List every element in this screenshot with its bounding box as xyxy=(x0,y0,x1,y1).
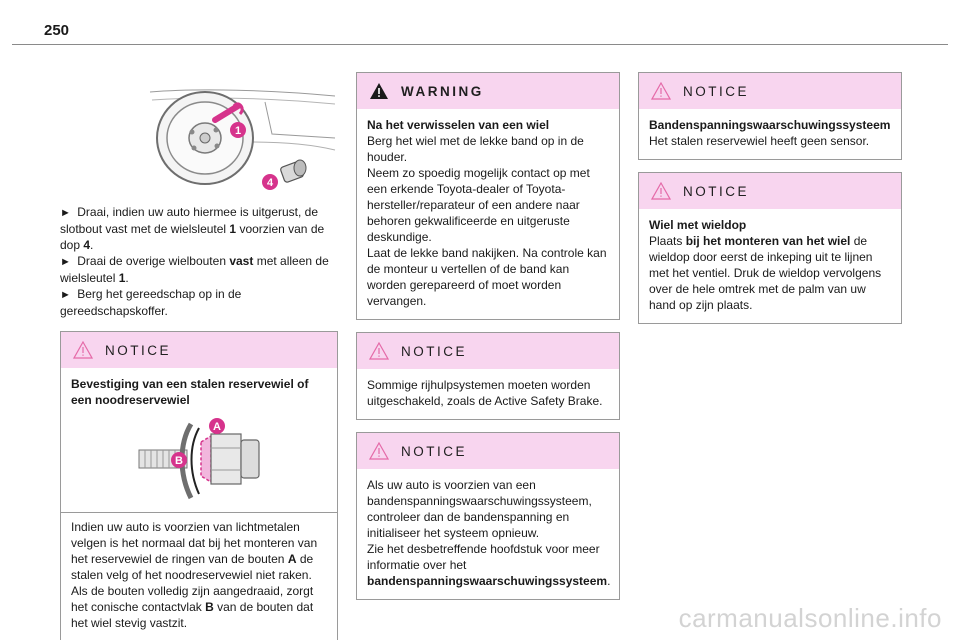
notice-title: NOTICE xyxy=(683,83,750,99)
column-middle xyxy=(356,72,620,600)
notice-body: Als uw auto is voorzien van een bandenspanningswaarschuwingssysteem, controleer dan de bandenspanning en initialiseer het systeem opnieuw. Zie het desbetreffende hoofdstuk voor meer informatie over het bandenspanningswaarschuwingssysteem. xyxy=(367,478,611,588)
top-rule xyxy=(12,44,948,45)
step-bullet: ► xyxy=(60,289,71,301)
notice-header xyxy=(639,73,901,109)
warning-body: Berg het wiel met de lekke band op in de houder. Neem zo spoedig mogelijk contact op met een erkende Toyota-dealer of Toyota-hersteller/reparateur of een andere naar behoren gekwalificeerde en uitgeruste deskundige. Laat de lekke band nakijken. Na controle kan de monteur u vertellen of de band kan worden gerepareerd of moet worden vervangen. xyxy=(367,134,607,308)
notice-body: Plaats bij het monteren van het wiel de wieldop door eerst de inkeping uit te lijnen met het ventiel. Druk de wieldop vervolgens over de hele omtrek met de palm van uw hand op zijn plaats. xyxy=(649,234,882,312)
notice-title: NOTICE xyxy=(401,443,468,459)
notice-header xyxy=(639,173,901,209)
notice-header xyxy=(357,433,619,469)
notice-header xyxy=(61,332,337,368)
step-bullet: ► xyxy=(60,207,71,219)
watermark-text: carmanualsonline.info xyxy=(678,603,942,633)
notice-box-tpms-reset xyxy=(356,432,620,600)
notice-title: NOTICE xyxy=(105,342,172,358)
warning-header xyxy=(357,73,619,109)
step-1: ► Draai, indien uw auto hiermee is uitgerust, de slotbout vast met de wielsleutel 1 voorzien van de dop 4. xyxy=(60,205,325,252)
step-3: ► Berg het gereedschap op in de gereedschapskoffer. xyxy=(60,287,242,318)
callout-a-label: A xyxy=(213,421,221,433)
step-bullet: ► xyxy=(60,256,71,268)
notice-title: NOTICE xyxy=(683,183,750,199)
notice-body: Het stalen reservewiel heeft geen sensor. xyxy=(649,134,870,148)
notice-heading: Bevestiging van een stalen reservewiel of een noodreservewiel xyxy=(71,377,309,407)
spare-wheel-illustration xyxy=(60,72,338,190)
notice-box-hubcap xyxy=(638,172,902,324)
column-left xyxy=(60,72,338,640)
callout-b-label: B xyxy=(175,455,183,467)
warning-triangle-icon xyxy=(369,82,389,100)
step-2: ► Draai de overige wielbouten vast met alleen de wielsleutel 1. xyxy=(60,254,329,285)
caution-triangle-icon xyxy=(651,82,671,100)
column-right xyxy=(638,72,902,324)
caution-triangle-icon xyxy=(369,342,389,360)
caution-triangle-icon xyxy=(651,182,671,200)
warning-title: WARNING xyxy=(401,83,484,99)
warning-box xyxy=(356,72,620,320)
wheel-nut-illustration xyxy=(71,414,327,508)
divider xyxy=(61,512,337,513)
notice-box-driving-aids xyxy=(356,332,620,420)
caution-triangle-icon xyxy=(369,442,389,460)
notice-box-tpms-sensor xyxy=(638,72,902,160)
procedure-steps xyxy=(60,204,338,319)
notice-header xyxy=(357,333,619,369)
callout-1-label: 1 xyxy=(234,125,242,137)
page-number: 250 xyxy=(44,22,70,39)
notice-title: NOTICE xyxy=(401,343,468,359)
warning-heading: Na het verwisselen van een wiel xyxy=(367,118,550,132)
notice-heading: Wiel met wieldop xyxy=(649,218,747,232)
callout-4-label: 4 xyxy=(266,177,274,189)
caution-triangle-icon xyxy=(73,341,93,359)
notice-body: Sommige rijhulpsystemen moeten worden uitgeschakeld, zoals de Active Safety Brake. xyxy=(367,378,603,408)
notice-body: Indien uw auto is voorzien van lichtmetalen velgen is het normaal dat bij het monteren van het reservewiel de ringen van de bouten A de stalen velg of het noodreservewiel niet raken. Als de bouten volledig zijn aangedraaid, zorgt het conische contactvlak B van de bouten dat het wiel stevig vastzit. xyxy=(71,520,318,630)
notice-heading: Bandenspanningswaarschuwingssysteem xyxy=(649,118,891,132)
notice-box-steel-spare xyxy=(60,331,338,640)
